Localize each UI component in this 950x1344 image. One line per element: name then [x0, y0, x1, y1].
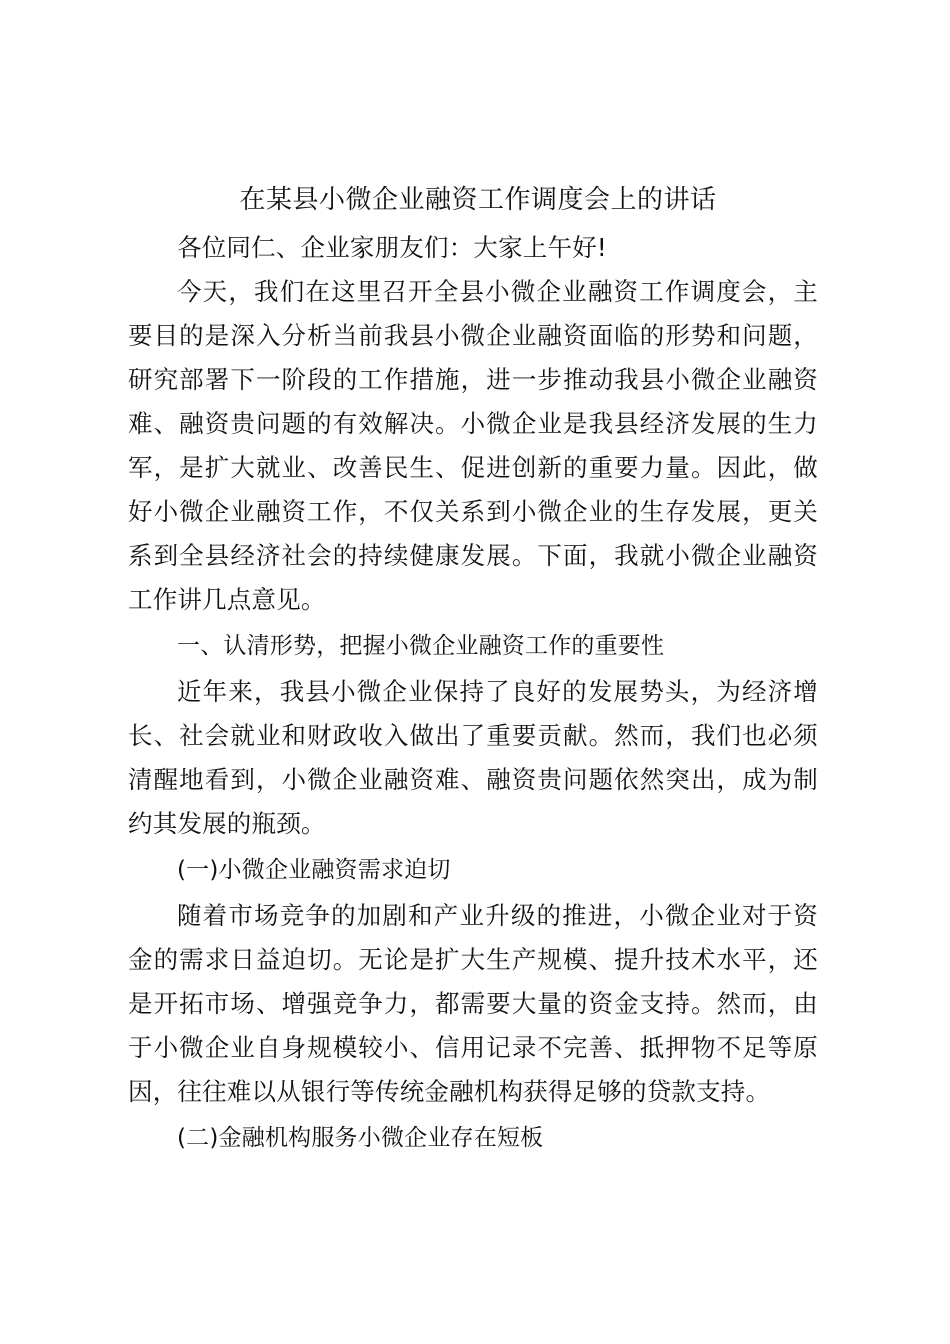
paragraph-line: 研究部署下一阶段的工作措施，进一步推动我县小微企业融资	[128, 365, 818, 394]
subsection-heading: (二)金融机构服务小微企业存在短板	[177, 1125, 544, 1151]
paragraph-line: 难、融资贵问题的有效解决。小微企业是我县经济发展的生力	[128, 409, 818, 438]
paragraph-line: 近年来，我县小微企业保持了良好的发展势头，为经济增	[177, 677, 818, 706]
paragraph-line: 好小微企业融资工作，不仅关系到小微企业的生存发展，更关	[128, 497, 818, 526]
paragraph-line: 系到全县经济社会的持续健康发展。下面，我就小微企业融资	[128, 541, 818, 570]
paragraph-line: 随着市场竞争的加剧和产业升级的推进，小微企业对于资	[177, 901, 818, 930]
paragraph-line: 清醒地看到，小微企业融资难、融资贵问题依然突出，成为制	[128, 765, 818, 794]
section-heading: 一、认清形势，把握小微企业融资工作的重要性	[177, 633, 665, 659]
paragraph-line: 军，是扩大就业、改善民生、促进创新的重要力量。因此，做	[128, 453, 818, 482]
paragraph-line: 约其发展的瓶颈。	[128, 809, 326, 838]
paragraph-line: 是开拓市场、增强竞争力，都需要大量的资金支持。然而，由	[128, 989, 818, 1018]
paragraph-line: 于小微企业自身规模较小、信用记录不完善、抵押物不足等原	[128, 1033, 818, 1062]
paragraph-line: 要目的是深入分析当前我县小微企业融资面临的形势和问题，	[128, 321, 818, 350]
document-title: 在某县小微企业融资工作调度会上的讲话	[239, 185, 717, 215]
paragraph-line: 工作讲几点意见。	[128, 585, 326, 614]
paragraph-line: 因，往往难以从银行等传统金融机构获得足够的贷款支持。	[128, 1077, 771, 1106]
subsection-heading: (一)小微企业融资需求迫切	[177, 857, 451, 883]
paragraph-line: 金的需求日益迫切。无论是扩大生产规模、提升技术水平，还	[128, 945, 818, 974]
salutation: 各位同仁、企业家朋友们：大家上午好!	[177, 233, 607, 262]
paragraph-line: 长、社会就业和财政收入做出了重要贡献。然而，我们也必须	[128, 721, 818, 750]
paragraph-line: 今天，我们在这里召开全县小微企业融资工作调度会，主	[177, 277, 818, 306]
